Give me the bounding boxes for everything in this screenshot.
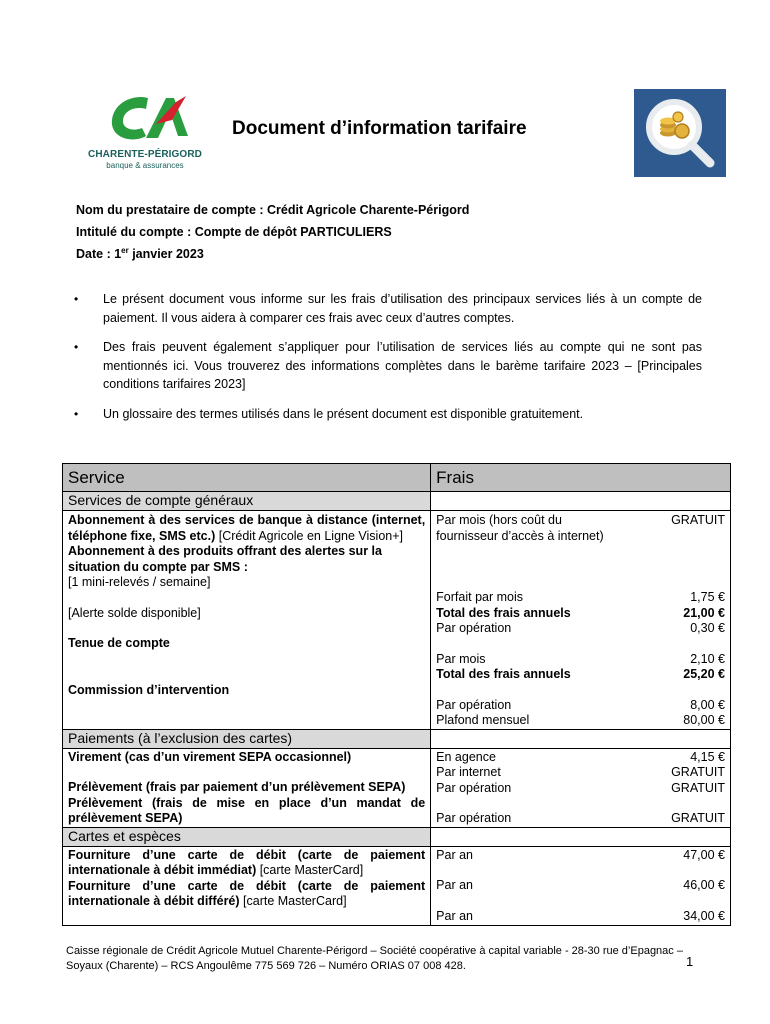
transfer-service: Virement (cas d’un virement SEPA occasionnel) [68, 749, 352, 764]
next-card-fee: Par an 34,00 € [436, 908, 725, 923]
account-title: Intitulé du compte : Compte de dépôt PARTICULIERS [76, 225, 392, 239]
sms-fee-annual: Total des frais annuels 21,00 € [436, 605, 725, 620]
direct-debit-fee: Par opération GRATUIT [436, 780, 725, 795]
logo-line-2: banque & assurances [106, 161, 184, 170]
document-title: Document d’information tarifaire [232, 118, 527, 139]
page-number: 1 [686, 954, 694, 969]
sms-alerts-sub2: [Alerte solde disponible] [68, 605, 201, 620]
remote-banking-service: Abonnement à des services de banque à distance (internet, téléphone fixe, SMS etc.) [Crédit Agricole en Ligne Vision+] [68, 513, 426, 543]
account-keeping-fee-annual: Total des frais annuels 25,20 € [436, 667, 725, 681]
debit-card-immediate-service: Fourniture d’une carte de débit (carte de paiement internationale à débit immédiat) [carte MasterCard] [68, 847, 426, 877]
intervention-fee-per-op: Par opération 8,00 € [436, 697, 725, 712]
sms-alerts-sub1: [1 mini-relevés / semaine] [68, 575, 211, 589]
sms-alerts-service: Abonnement à des produits offrant des alertes sur la situation du compte par SMS : [68, 544, 382, 574]
header-fees: Frais [431, 464, 731, 492]
bullet-item: • Des frais peuvent également s’appliquer pour l’utilisation de services liés au compte qui ne sont pas mentionnés ici. Vous trouverez des informations complètes dans le barème tarifaire 2023 – [Principales conditions tarifaires 2023] [72, 338, 702, 394]
section-row [63, 729, 731, 748]
search-coins-tile [634, 89, 726, 177]
ca-logo-mark-icon [106, 92, 192, 146]
magnifier-coins-icon [634, 89, 726, 177]
debit-card-immediate-fee: Par an 47,00 € [436, 847, 725, 862]
document-date: Date : 1er janvier 2023 [76, 245, 204, 261]
intervention-fee-cap: Plafond mensuel 80,00 € [436, 713, 725, 727]
debit-card-deferred-service: Fourniture d’une carte de débit (carte de paiement internationale à débit différé) [carte MasterCard] [68, 878, 426, 908]
sms-fee-monthly: Forfait par mois 1,75 € [436, 590, 725, 604]
direct-debit-service: Prélèvement (frais par paiement d’un prélèvement SEPA) [68, 780, 406, 794]
account-keeping-fee-monthly: Par mois 2,10 € [436, 651, 725, 666]
mandate-fee: Par opération GRATUIT [436, 811, 725, 825]
table-row [63, 846, 731, 925]
mandate-service: Prélèvement (frais de mise en place d’un mandat de prélèvement SEPA) [68, 795, 426, 825]
debit-card-deferred-fee: Par an 46,00 € [436, 878, 725, 892]
fee-table [62, 463, 731, 926]
account-meta [76, 199, 469, 265]
footer-legal: Caisse régionale de Crédit Agricole Mutuel Charente-Périgord – Société coopérative à capital variable - 28-30 rue d’Epagnac – Soyaux (Charente) – RCS Angoulême 775 569 726 – Numéro ORIAS 07 008 428. [66, 945, 683, 972]
transfer-fee-internet: Par internet GRATUIT [436, 765, 725, 779]
section-cards: Cartes et espèces [63, 827, 431, 846]
logo-line-1: CHARENTE-PÉRIGORD [88, 149, 202, 160]
table-header [63, 464, 731, 492]
bullet-item: • Le présent document vous informe sur les frais d’utilisation des principaux services liés à un compte de paiement. Il vous aidera à comparer ces frais avec ceux d’autres comptes. [72, 290, 702, 327]
remote-banking-fee: Par mois (hors coût du fournisseur d’accès à internet) GRATUIT [436, 513, 725, 543]
provider-name: Nom du prestataire de compte : Crédit Agricole Charente-Périgord [76, 203, 470, 217]
intro-bullets [72, 290, 702, 434]
section-row [63, 827, 731, 846]
table-row [63, 748, 731, 827]
section-payments: Paiements (à l’exclusion des cartes) [63, 729, 431, 748]
transfer-fee-branch: En agence 4,15 € [436, 749, 725, 764]
account-keeping-service: Tenue de compte [68, 636, 170, 650]
intervention-service: Commission d’intervention [68, 682, 230, 697]
bullet-item: • Un glossaire des termes utilisés dans le présent document est disponible gratuitement. [72, 405, 702, 424]
credit-agricole-logo [80, 92, 220, 172]
header-service: Service [63, 464, 431, 492]
table-row [63, 511, 731, 730]
section-general: Services de compte généraux [63, 492, 431, 511]
sms-fee-per-op: Par opération 0,30 € [436, 621, 725, 635]
section-row [63, 492, 731, 511]
